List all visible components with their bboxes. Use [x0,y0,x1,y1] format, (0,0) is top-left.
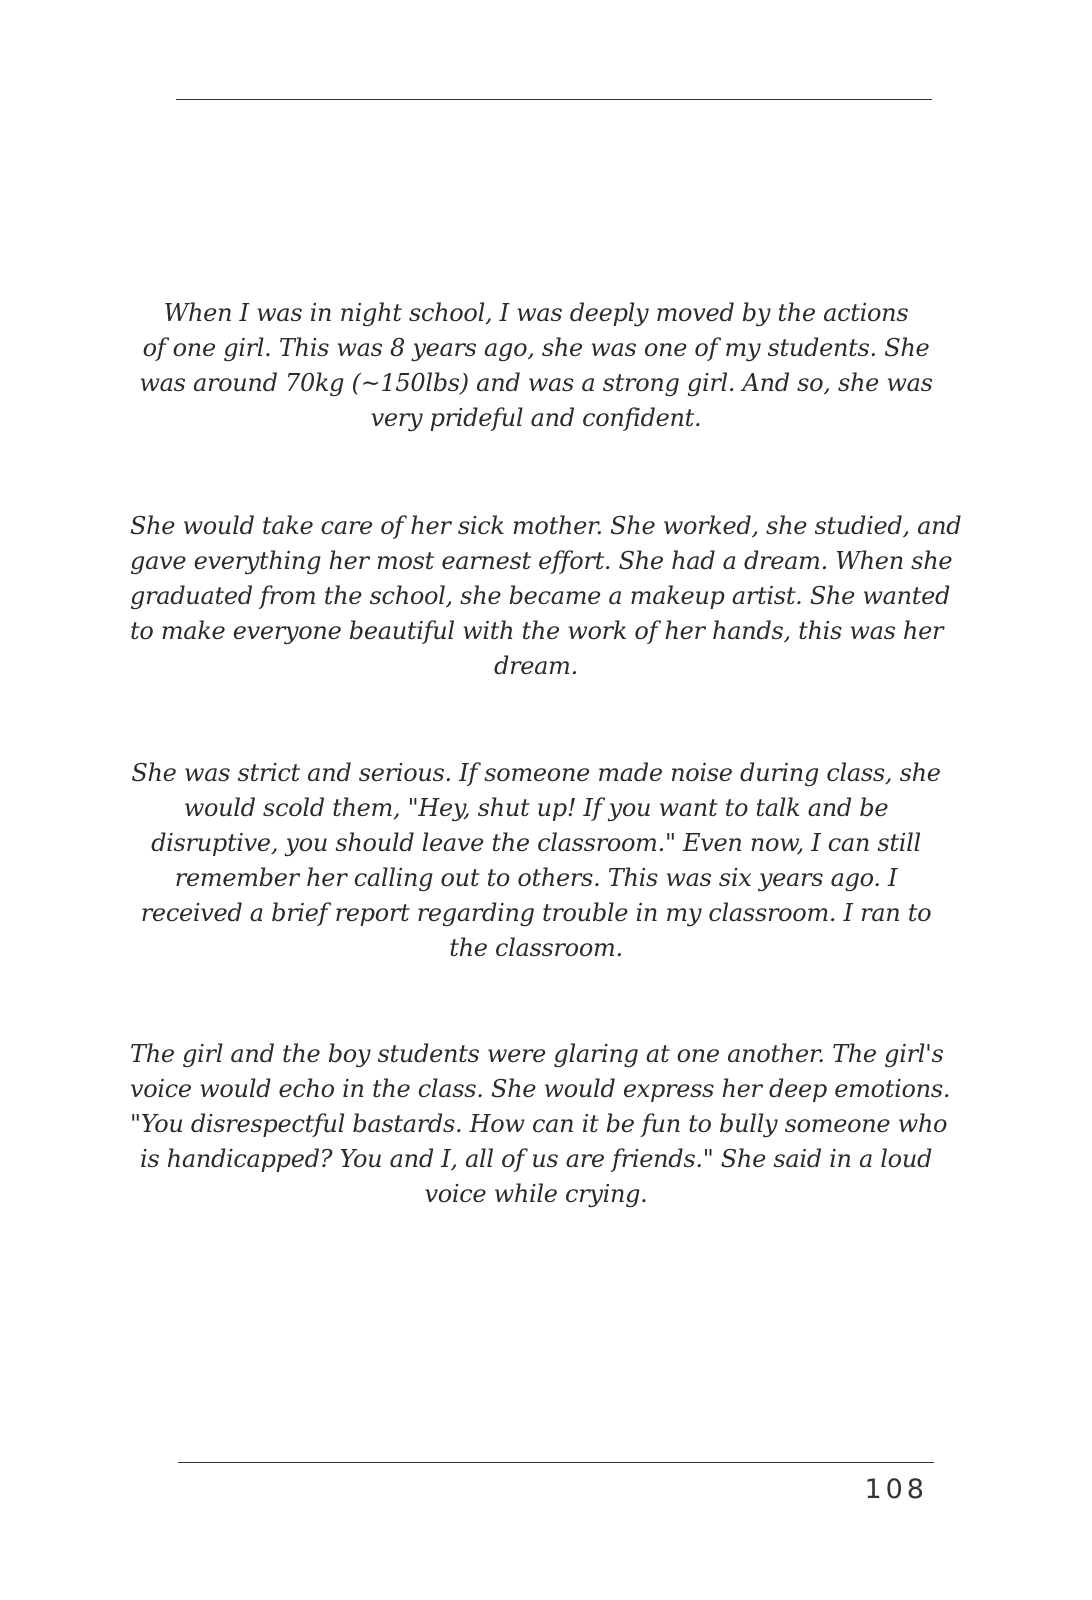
paragraph-line: She was strict and serious. If someone made noise during class, she [131,759,941,787]
paragraph-line: of one girl. This was 8 years ago, she was one of my students. She [142,334,930,362]
paragraph-line: was around 70kg (~150lbs) and was a strong girl. And so, she was [139,369,933,397]
paragraph-line: The girl and the boy students were glaring at one another. The girl's [130,1040,944,1068]
paragraph-line: She would take care of her sick mother. She worked, she studied, and [130,512,962,540]
bottom-rule [178,1462,934,1463]
paragraph-1 [130,296,942,436]
top-rule [176,99,932,100]
paragraph-line: the classroom. [449,934,623,962]
paragraph-line: "You disrespectful bastards. How can it be fun to bully someone who [130,1110,948,1138]
paragraph-line: voice while crying. [424,1180,648,1208]
paragraph-line: remember her calling out to others. This was six years ago. I [174,864,898,892]
paragraph-line: is handicapped? You and I, all of us are friends." She said in a loud [139,1145,933,1173]
paragraph-2 [130,509,962,684]
paragraph-line: gave everything her most earnest effort. She had a dream. When she [130,547,953,575]
paragraph-4 [130,1037,951,1212]
paragraph-line: dream. [494,652,578,680]
paragraph-3 [130,756,942,966]
paragraph-line: disruptive, you should leave the classroom." Even now, I can still [151,829,921,857]
paragraph-line: When I was in night school, I was deeply moved by the actions [163,299,909,327]
page-number: 108 [864,1474,928,1505]
paragraph-line: received a brief report regarding trouble in my classroom. I ran to [140,899,932,927]
paragraph-line: very prideful and confident. [370,404,702,432]
paragraph-line: would scold them, "Hey, shut up! If you want to talk and be [183,794,889,822]
paragraph-line: voice would echo in the class. She would express her deep emotions. [130,1075,951,1103]
paragraph-line: graduated from the school, she became a makeup artist. She wanted [130,582,951,610]
paragraph-line: to make everyone beautiful with the work of her hands, this was her [130,617,944,645]
